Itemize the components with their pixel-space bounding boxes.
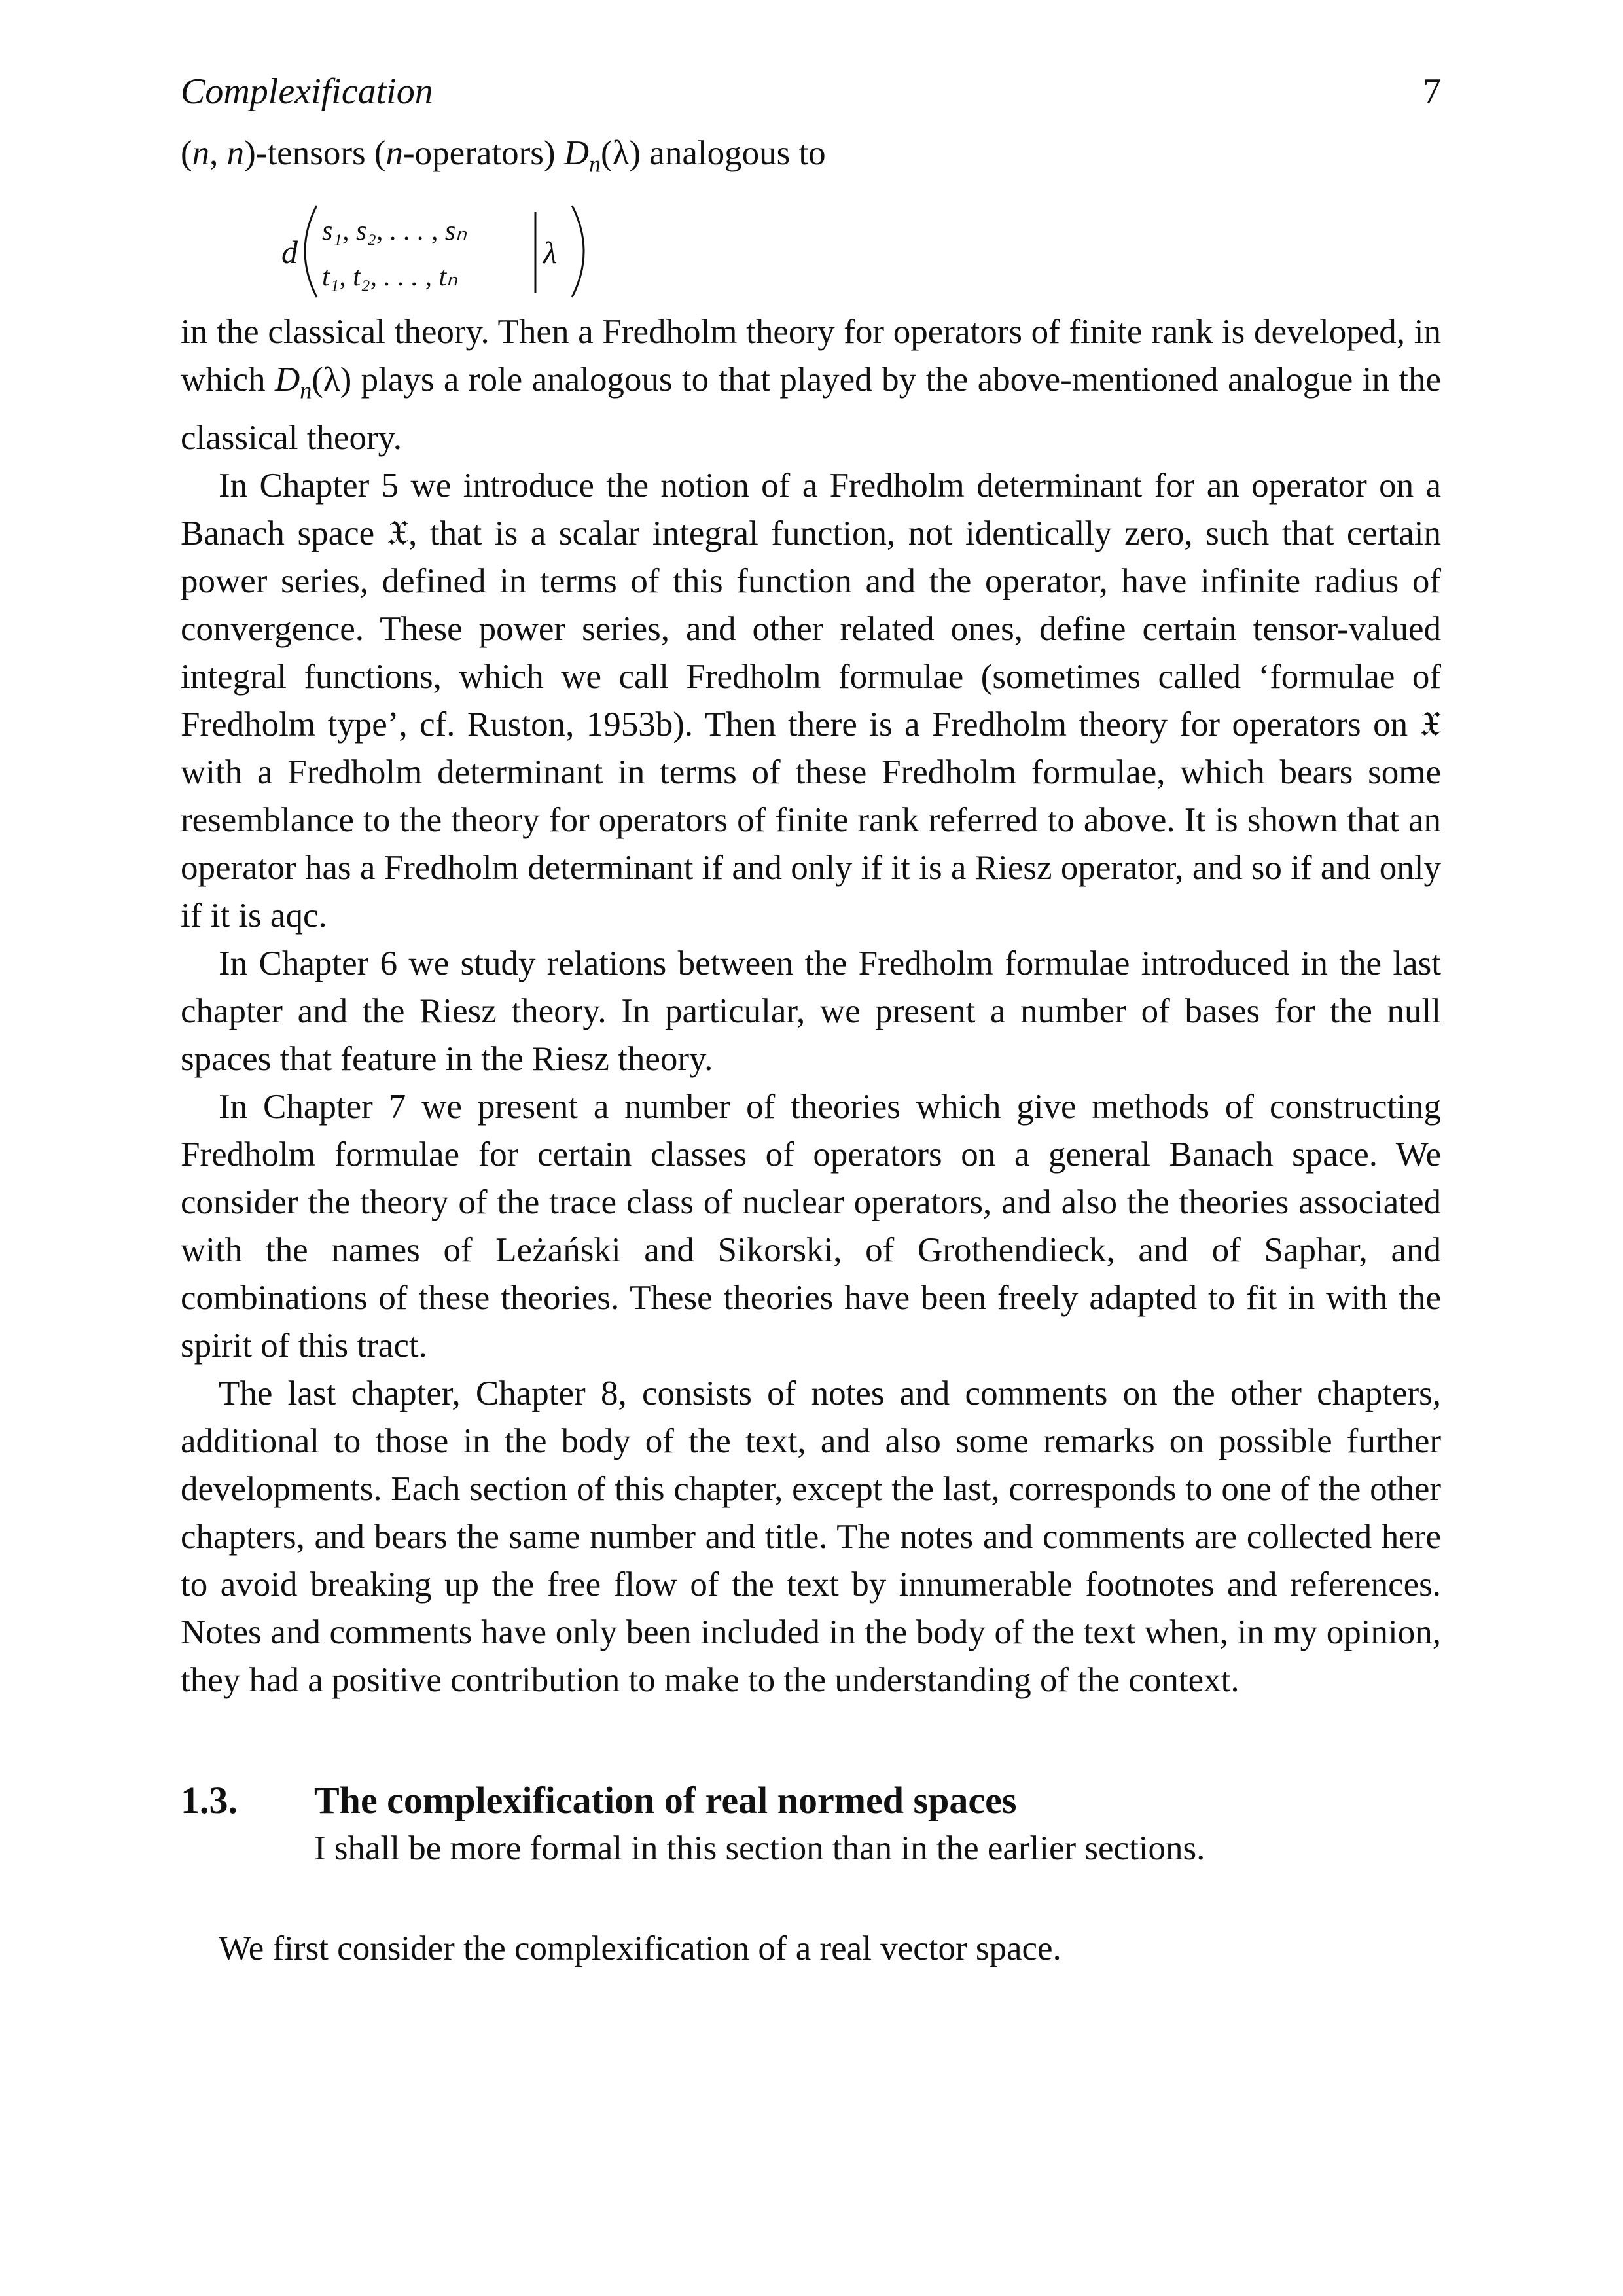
body-text (181, 130, 1441, 1704)
page-number: 7 (1423, 71, 1441, 112)
lead-D: D (563, 134, 590, 172)
paragraph-5: The last chapter, Chapter 8, consists of notes and comments on the other chapters, additional to those in the body of the text, and also some remarks on possible further developments. Each section of this chapter, except the last, corresponds to one of the other chapters, and bears the same number and title. The notes and comments are collected here to avoid breaking up the free flow of the text by innumerable footnotes and references. Notes and comments have only been included in the body of the text when, in my opinion, they had a positive contribution to make to the understanding of the context. (181, 1374, 1441, 1700)
lead-text-tensors: )-tensors ( (244, 134, 386, 172)
paragraph-3: In Chapter 6 we study relations between the Fredholm formulae introduced in the last chapter and the Riesz theory. In particular, we present a number of bases for the null spaces that feature in the Riesz theory. (181, 944, 1441, 1079)
formula-bottom-row: t₁, t₂, . . . , tₙ (322, 261, 457, 292)
lead-n1: n (192, 134, 210, 172)
formula-lambda: λ (543, 235, 557, 270)
paragraph-1 (181, 308, 1441, 463)
formula-top-row: s₁, s₂, . . . , sₙ (322, 215, 467, 246)
lead-text-analogous: analogous to (641, 134, 826, 172)
paragraph-1-part-a: in the classical theory. Then a Fredholm theory for operators of finite rank is developed, in which (181, 312, 1441, 399)
formula-svg (279, 194, 619, 308)
display-formula (181, 194, 1441, 308)
running-title: Complexification (181, 71, 433, 112)
paragraph-1-D-subscript: n (300, 377, 312, 404)
paragraph-1-lambda: (λ) (312, 360, 352, 399)
formula-d: d (281, 233, 298, 270)
lead-n2: n (226, 134, 245, 172)
lead-paren-open: ( (181, 134, 192, 172)
section-title: The complexification of real normed spaces (314, 1779, 1017, 1822)
page-header (181, 71, 1441, 130)
section-heading (181, 1776, 1441, 1825)
page (181, 71, 1441, 1973)
paragraph-1-part-b: plays a role analogous to that played by the above-mentioned analogue in the classical theory. (181, 360, 1442, 457)
section-first-line: We first consider the complexification of a real vector space. (219, 1929, 1061, 1968)
lead-n3: n (385, 134, 404, 172)
paragraph-2: In Chapter 5 we introduce the notion of a Fredholm determinant for an operator on a Banach space 𝔛, that is a scalar integral function, not identically zero, such that certain power series, defined in terms of this function and the operator, have infinite radius of convergence. These power series, and other related ones, define certain tensor-valued integral functions, which we call Fredholm formulae (sometimes called ‘formulae of Fredholm type’, cf. Ruston, 1953b). Then there is a Fredholm theory for operators on 𝔛 with a Fredholm determinant in terms of these Fredholm formulae, which bears some resemblance to the theory for operators of finite rank referred to above. It is shown that an operator has a Fredholm determinant if and only if it is a Riesz operator, and so if and only if it is aqc. (181, 467, 1441, 935)
section-intro: I shall be more formal in this section than in the earlier sections. (314, 1829, 1205, 1868)
formula-left-paren (305, 206, 317, 297)
lead-comma: , (209, 134, 227, 172)
lead-D-subscript: n (589, 151, 601, 177)
paragraph-4: In Chapter 7 we present a number of theories which give methods of constructing Fredholm formulae for certain classes of operators on a general Banach space. We consider the theory of the trace class of nuclear operators, and also the theories associated with the names of Leżański and Sikorski, of Grothendieck, and of Saphar, and combinations of these theories. These theories have been freely adapted to fit in with the spirit of this tract. (181, 1088, 1441, 1365)
formula-right-paren (572, 206, 584, 297)
paragraph-1-D: D (274, 360, 300, 399)
lead-text-operators: -operators) (403, 134, 564, 172)
section-number: 1.3. (181, 1779, 238, 1822)
lead-lambda: (λ) (601, 134, 641, 172)
lead-line (181, 130, 1441, 188)
section-1-3 (181, 1776, 1441, 1973)
